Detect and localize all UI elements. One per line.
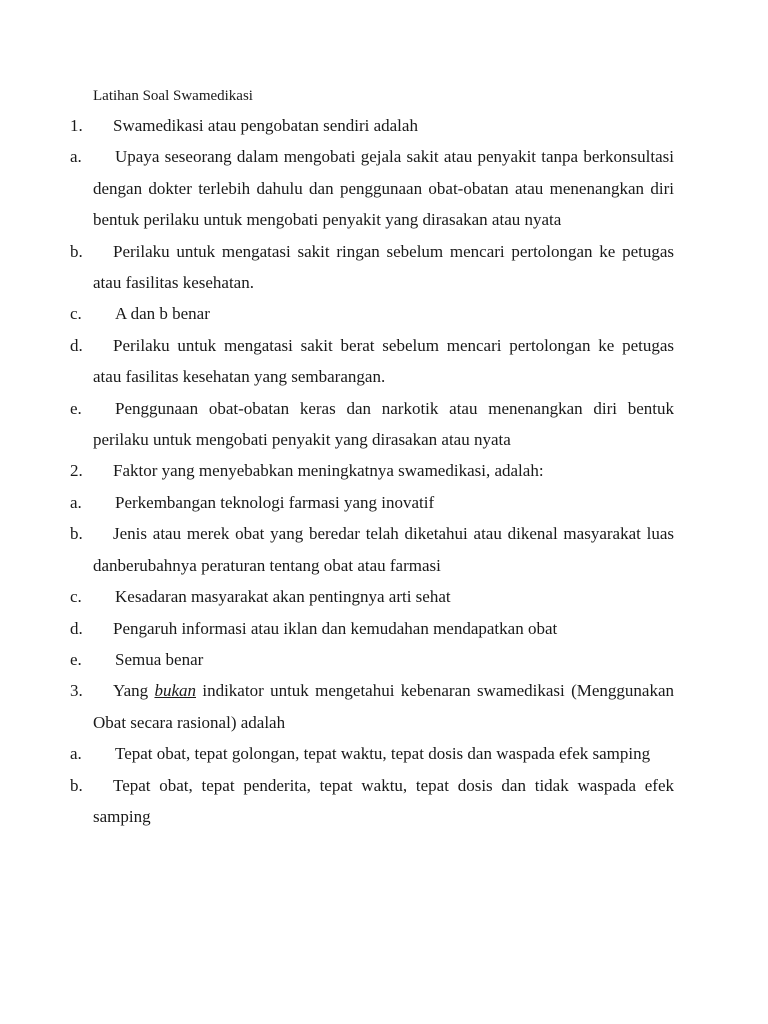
option-letter: d. — [70, 618, 83, 638]
option-letter: b. — [70, 241, 83, 261]
question-3 — [0, 675, 768, 738]
question-1 — [0, 110, 768, 141]
question-text-before: Yang — [113, 681, 149, 701]
question-2-option-b — [0, 518, 768, 581]
question-2-option-c — [0, 581, 768, 612]
question-1-option-a — [0, 141, 768, 235]
question-number: 2. — [70, 461, 83, 481]
question-3-option-b — [0, 770, 768, 833]
option-text: Semua benar — [115, 649, 204, 669]
option-text: Penggunaan obat-obatan keras dan narkotik atau menenangkan diri bentuk perilaku untuk mengobati penyakit yang dirasakan atau nyata — [93, 398, 674, 450]
question-text: Swamedikasi atau pengobatan sendiri adalah — [113, 116, 418, 135]
option-text: A dan b benar — [115, 304, 210, 324]
option-letter: e. — [70, 398, 82, 418]
option-text: Pengaruh informasi atau iklan dan kemudahan mendapatkan obat — [113, 618, 558, 638]
question-2-option-e — [0, 644, 768, 675]
option-text: Jenis atau merek obat yang beredar telah diketahui atau dikenal masyarakat luas danberubahnya peraturan tentang obat atau farmasi — [93, 524, 674, 575]
document-title: Latihan Soal Swamedikasi — [93, 88, 253, 104]
question-number: 1. — [70, 116, 83, 135]
option-letter: a. — [70, 492, 82, 512]
option-letter: d. — [70, 335, 83, 355]
option-letter: c. — [70, 587, 82, 607]
question-2-option-d — [0, 613, 768, 644]
question-number: 3. — [70, 681, 83, 701]
question-list — [0, 110, 768, 832]
question-1-option-c — [0, 298, 768, 329]
question-3-option-a — [0, 738, 768, 769]
question-text-after: indikator untuk mengetahui kebenaran swamedikasi (Menggunakan Obat secara rasional) adalah — [93, 681, 675, 732]
option-letter: c. — [70, 304, 82, 324]
option-text: Perkembangan teknologi farmasi yang inovatif — [115, 492, 435, 512]
question-1-option-d — [0, 330, 768, 393]
question-text: Faktor yang menyebabkan meningkatnya swamedikasi, adalah: — [113, 461, 544, 481]
option-text: Perilaku untuk mengatasi sakit ringan sebelum mencari pertolongan ke petugas atau fasilitas kesehatan. — [93, 241, 674, 293]
option-text: Tepat obat, tepat penderita, tepat waktu, tepat dosis dan tidak waspada efek samping — [93, 775, 674, 826]
option-letter: a. — [70, 147, 82, 167]
option-text: Kesadaran masyarakat akan pentingnya arti sehat — [115, 587, 451, 607]
question-1-option-b — [0, 236, 768, 299]
option-letter: e. — [70, 649, 82, 669]
option-letter: b. — [70, 524, 83, 544]
option-text: Upaya seseorang dalam mengobati gejala sakit atau penyakit tanpa berkonsultasi dengan dokter terlebih dahulu dan penggunaan obat-obatan atau menenangkan diri bentuk perilaku untuk mengobati penyakit yang dirasakan atau nyata — [93, 147, 674, 230]
option-letter: a. — [70, 744, 82, 764]
question-emphasis-word: bukan — [154, 681, 197, 701]
option-letter: b. — [70, 775, 83, 795]
question-2 — [0, 455, 768, 486]
option-text: Tepat obat, tepat golongan, tepat waktu, tepat dosis dan waspada efek samping — [115, 744, 651, 764]
option-text: Perilaku untuk mengatasi sakit berat sebelum mencari pertolongan ke petugas atau fasilitas kesehatan yang sembarangan. — [93, 335, 674, 387]
question-2-option-a — [0, 487, 768, 518]
question-1-option-e — [0, 393, 768, 456]
